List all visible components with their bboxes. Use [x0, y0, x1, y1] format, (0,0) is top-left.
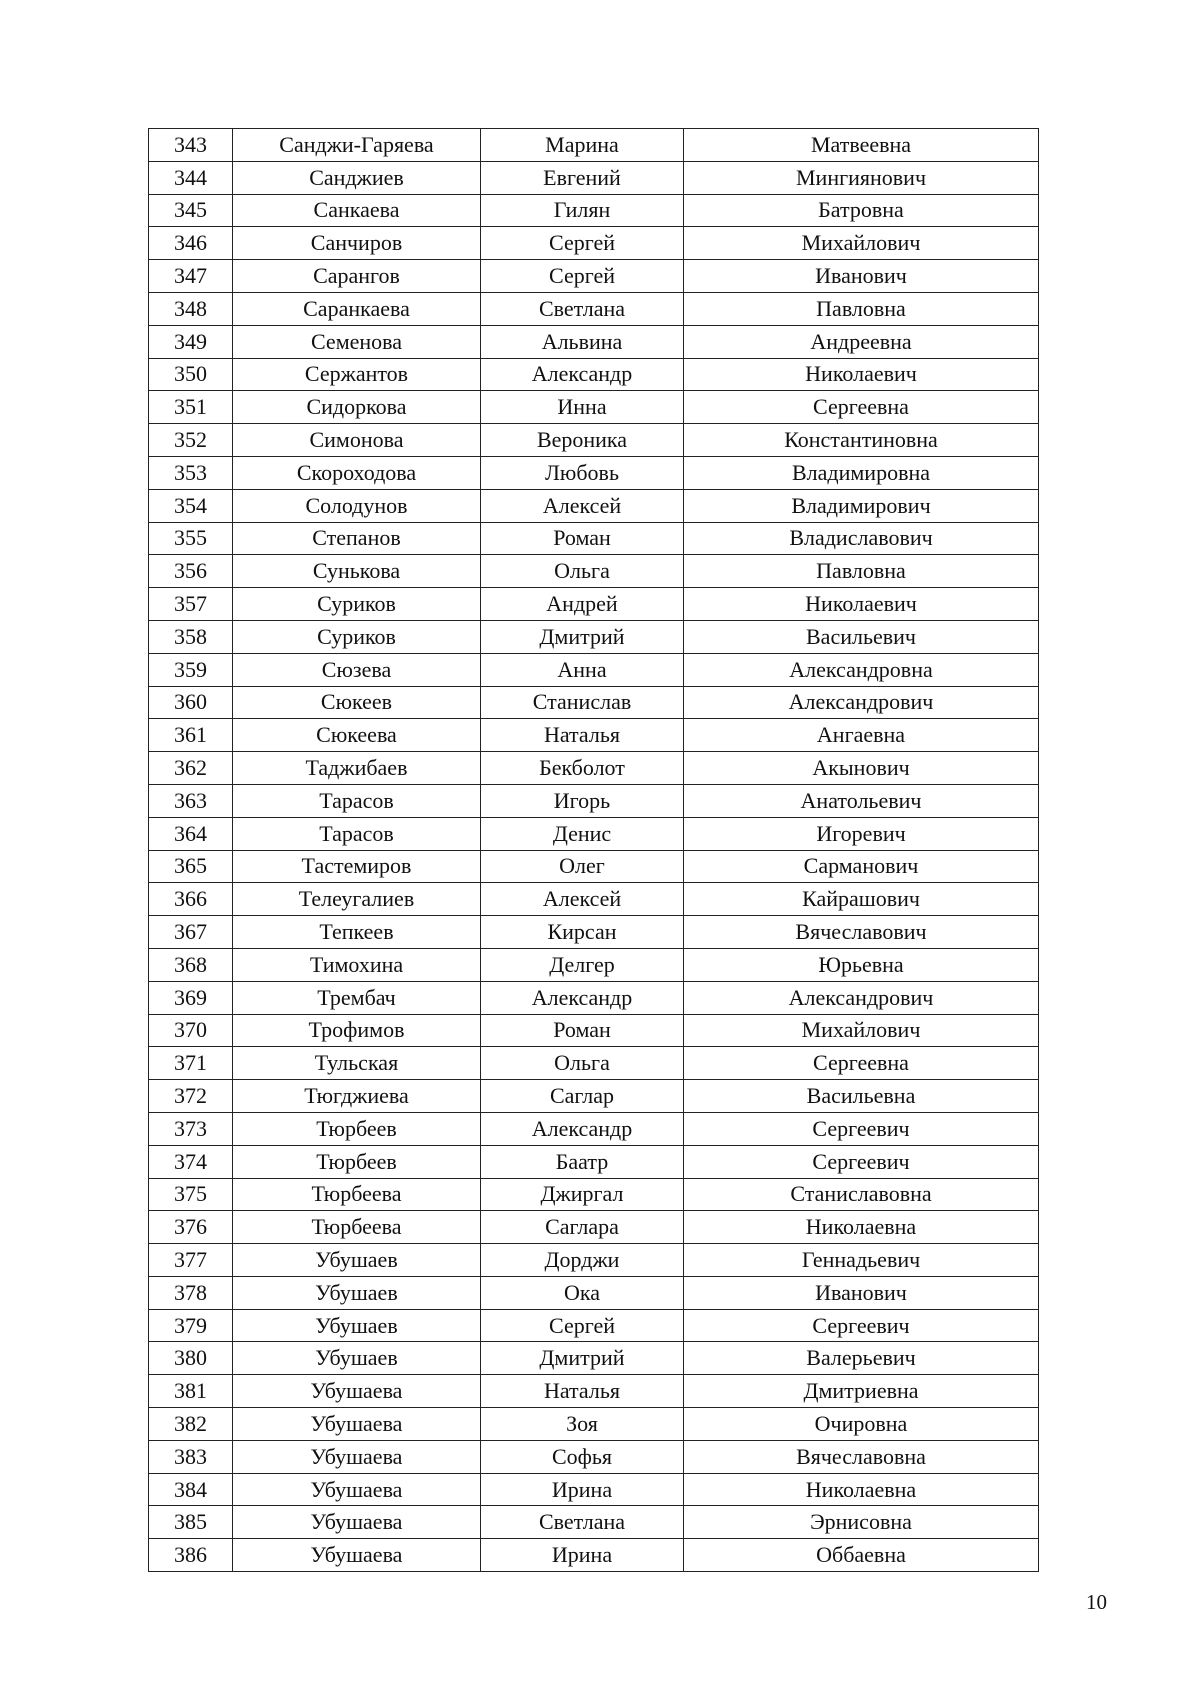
- table-row: [149, 850, 1039, 883]
- first-name-cell: Делгер: [481, 948, 684, 981]
- row-number-cell: 386: [149, 1539, 233, 1572]
- first-name-cell: Саглар: [481, 1080, 684, 1113]
- last-name-cell: Тюгджиева: [233, 1080, 481, 1113]
- patronymic-cell: Анатольевич: [684, 784, 1039, 817]
- first-name-cell: Олег: [481, 850, 684, 883]
- table-row: [149, 260, 1039, 293]
- first-name-cell: Александр: [481, 358, 684, 391]
- patronymic-cell: Геннадьевич: [684, 1244, 1039, 1277]
- table-row: [149, 1244, 1039, 1277]
- table-row: [149, 1309, 1039, 1342]
- first-name-cell: Сергей: [481, 260, 684, 293]
- row-number-cell: 374: [149, 1145, 233, 1178]
- row-number-cell: 345: [149, 194, 233, 227]
- last-name-cell: Сунькова: [233, 555, 481, 588]
- patronymic-cell: Дмитриевна: [684, 1375, 1039, 1408]
- last-name-cell: Саранкаева: [233, 292, 481, 325]
- row-number-cell: 372: [149, 1080, 233, 1113]
- row-number-cell: 385: [149, 1506, 233, 1539]
- row-number-cell: 349: [149, 325, 233, 358]
- last-name-cell: Таджибаев: [233, 752, 481, 785]
- row-number-cell: 379: [149, 1309, 233, 1342]
- first-name-cell: Альвина: [481, 325, 684, 358]
- last-name-cell: Сержантов: [233, 358, 481, 391]
- first-name-cell: Светлана: [481, 292, 684, 325]
- row-number-cell: 363: [149, 784, 233, 817]
- table-row: [149, 620, 1039, 653]
- first-name-cell: Ольга: [481, 555, 684, 588]
- patronymic-cell: Ангаевна: [684, 719, 1039, 752]
- row-number-cell: 365: [149, 850, 233, 883]
- last-name-cell: Санджиев: [233, 161, 481, 194]
- first-name-cell: Светлана: [481, 1506, 684, 1539]
- first-name-cell: Бекболот: [481, 752, 684, 785]
- last-name-cell: Убушаев: [233, 1342, 481, 1375]
- row-number-cell: 377: [149, 1244, 233, 1277]
- last-name-cell: Сидоркова: [233, 391, 481, 424]
- table-row: [149, 981, 1039, 1014]
- patronymic-cell: Валерьевич: [684, 1342, 1039, 1375]
- last-name-cell: Тюрбеев: [233, 1112, 481, 1145]
- first-name-cell: Инна: [481, 391, 684, 424]
- first-name-cell: Софья: [481, 1440, 684, 1473]
- row-number-cell: 356: [149, 555, 233, 588]
- table-body: [149, 129, 1039, 1572]
- last-name-cell: Убушаева: [233, 1375, 481, 1408]
- row-number-cell: 376: [149, 1211, 233, 1244]
- last-name-cell: Солодунов: [233, 489, 481, 522]
- table-row: [149, 784, 1039, 817]
- table-row: [149, 1211, 1039, 1244]
- last-name-cell: Тастемиров: [233, 850, 481, 883]
- row-number-cell: 368: [149, 948, 233, 981]
- first-name-cell: Вероника: [481, 424, 684, 457]
- table-row: [149, 489, 1039, 522]
- first-name-cell: Ирина: [481, 1473, 684, 1506]
- table-row: [149, 391, 1039, 424]
- row-number-cell: 384: [149, 1473, 233, 1506]
- first-name-cell: Баатр: [481, 1145, 684, 1178]
- table-row: [149, 1112, 1039, 1145]
- row-number-cell: 371: [149, 1047, 233, 1080]
- patronymic-cell: Александровна: [684, 653, 1039, 686]
- first-name-cell: Александр: [481, 981, 684, 1014]
- table-row: [149, 1047, 1039, 1080]
- last-name-cell: Симонова: [233, 424, 481, 457]
- row-number-cell: 360: [149, 686, 233, 719]
- patronymic-cell: Михайлович: [684, 1014, 1039, 1047]
- first-name-cell: Игорь: [481, 784, 684, 817]
- patronymic-cell: Кайрашович: [684, 883, 1039, 916]
- table-row: [149, 1014, 1039, 1047]
- last-name-cell: Санчиров: [233, 227, 481, 260]
- first-name-cell: Евгений: [481, 161, 684, 194]
- first-name-cell: Алексей: [481, 489, 684, 522]
- last-name-cell: Сюзева: [233, 653, 481, 686]
- patronymic-cell: Васильевич: [684, 620, 1039, 653]
- last-name-cell: Тарасов: [233, 817, 481, 850]
- row-number-cell: 357: [149, 588, 233, 621]
- table-row: [149, 555, 1039, 588]
- last-name-cell: Убушаева: [233, 1440, 481, 1473]
- patronymic-cell: Павловна: [684, 292, 1039, 325]
- table-row: [149, 1375, 1039, 1408]
- table-row: [149, 161, 1039, 194]
- last-name-cell: Убушаева: [233, 1539, 481, 1572]
- last-name-cell: Суриков: [233, 620, 481, 653]
- table-row: [149, 424, 1039, 457]
- table-row: [149, 194, 1039, 227]
- last-name-cell: Трофимов: [233, 1014, 481, 1047]
- last-name-cell: Тюрбеева: [233, 1178, 481, 1211]
- first-name-cell: Дмитрий: [481, 1342, 684, 1375]
- last-name-cell: Сюкеев: [233, 686, 481, 719]
- patronymic-cell: Эрнисовна: [684, 1506, 1039, 1539]
- first-name-cell: Наталья: [481, 719, 684, 752]
- table-row: [149, 522, 1039, 555]
- row-number-cell: 383: [149, 1440, 233, 1473]
- patronymic-cell: Александрович: [684, 686, 1039, 719]
- last-name-cell: Тюрбеева: [233, 1211, 481, 1244]
- first-name-cell: Гилян: [481, 194, 684, 227]
- first-name-cell: Джиргал: [481, 1178, 684, 1211]
- table-row: [149, 1408, 1039, 1441]
- patronymic-cell: Павловна: [684, 555, 1039, 588]
- last-name-cell: Санджи-Гаряева: [233, 129, 481, 162]
- row-number-cell: 362: [149, 752, 233, 785]
- last-name-cell: Убушаева: [233, 1408, 481, 1441]
- patronymic-cell: Станиславовна: [684, 1178, 1039, 1211]
- patronymic-cell: Владиславович: [684, 522, 1039, 555]
- first-name-cell: Ока: [481, 1276, 684, 1309]
- table-row: [149, 129, 1039, 162]
- row-number-cell: 369: [149, 981, 233, 1014]
- first-name-cell: Марина: [481, 129, 684, 162]
- patronymic-cell: Мингиянович: [684, 161, 1039, 194]
- first-name-cell: Роман: [481, 522, 684, 555]
- row-number-cell: 382: [149, 1408, 233, 1441]
- table-row: [149, 1440, 1039, 1473]
- table-row: [149, 588, 1039, 621]
- table-row: [149, 456, 1039, 489]
- row-number-cell: 347: [149, 260, 233, 293]
- row-number-cell: 378: [149, 1276, 233, 1309]
- patronymic-cell: Акынович: [684, 752, 1039, 785]
- first-name-cell: Кирсан: [481, 916, 684, 949]
- table-row: [149, 358, 1039, 391]
- row-number-cell: 353: [149, 456, 233, 489]
- row-number-cell: 346: [149, 227, 233, 260]
- first-name-cell: Дорджи: [481, 1244, 684, 1277]
- row-number-cell: 358: [149, 620, 233, 653]
- row-number-cell: 350: [149, 358, 233, 391]
- patronymic-cell: Владимирович: [684, 489, 1039, 522]
- last-name-cell: Тарасов: [233, 784, 481, 817]
- patronymic-cell: Иванович: [684, 260, 1039, 293]
- first-name-cell: Анна: [481, 653, 684, 686]
- row-number-cell: 367: [149, 916, 233, 949]
- first-name-cell: Роман: [481, 1014, 684, 1047]
- first-name-cell: Ирина: [481, 1539, 684, 1572]
- page-number: 10: [1086, 1590, 1107, 1614]
- table-row: [149, 686, 1039, 719]
- last-name-cell: Скороходова: [233, 456, 481, 489]
- patronymic-cell: Сергеевич: [684, 1112, 1039, 1145]
- table-row: [149, 1539, 1039, 1572]
- patronymic-cell: Сарманович: [684, 850, 1039, 883]
- table-row: [149, 1473, 1039, 1506]
- patronymic-cell: Очировна: [684, 1408, 1039, 1441]
- last-name-cell: Сюкеева: [233, 719, 481, 752]
- table-row: [149, 948, 1039, 981]
- first-name-cell: Денис: [481, 817, 684, 850]
- table-row: [149, 325, 1039, 358]
- last-name-cell: Убушаев: [233, 1244, 481, 1277]
- first-name-cell: Андрей: [481, 588, 684, 621]
- patronymic-cell: Константиновна: [684, 424, 1039, 457]
- last-name-cell: Телеугалиев: [233, 883, 481, 916]
- last-name-cell: Санкаева: [233, 194, 481, 227]
- patronymic-cell: Сергеевна: [684, 1047, 1039, 1080]
- first-name-cell: Ольга: [481, 1047, 684, 1080]
- last-name-cell: Тульская: [233, 1047, 481, 1080]
- patronymic-cell: Вячеславович: [684, 916, 1039, 949]
- table-row: [149, 817, 1039, 850]
- last-name-cell: Убушаева: [233, 1506, 481, 1539]
- table-row: [149, 1506, 1039, 1539]
- first-name-cell: Зоя: [481, 1408, 684, 1441]
- table-row: [149, 1080, 1039, 1113]
- table-row: [149, 1276, 1039, 1309]
- patronymic-cell: Васильевна: [684, 1080, 1039, 1113]
- patronymic-cell: Николаевна: [684, 1211, 1039, 1244]
- first-name-cell: Станислав: [481, 686, 684, 719]
- last-name-cell: Тюрбеев: [233, 1145, 481, 1178]
- row-number-cell: 381: [149, 1375, 233, 1408]
- row-number-cell: 366: [149, 883, 233, 916]
- patronymic-cell: Игоревич: [684, 817, 1039, 850]
- table-row: [149, 883, 1039, 916]
- last-name-cell: Суриков: [233, 588, 481, 621]
- last-name-cell: Убушаев: [233, 1276, 481, 1309]
- patronymic-cell: Владимировна: [684, 456, 1039, 489]
- table-row: [149, 916, 1039, 949]
- row-number-cell: 348: [149, 292, 233, 325]
- patronymic-cell: Сергеевна: [684, 391, 1039, 424]
- names-table: [148, 128, 1039, 1572]
- patronymic-cell: Александрович: [684, 981, 1039, 1014]
- patronymic-cell: Михайлович: [684, 227, 1039, 260]
- first-name-cell: Дмитрий: [481, 620, 684, 653]
- row-number-cell: 375: [149, 1178, 233, 1211]
- first-name-cell: Любовь: [481, 456, 684, 489]
- patronymic-cell: Вячеславовна: [684, 1440, 1039, 1473]
- patronymic-cell: Оббаевна: [684, 1539, 1039, 1572]
- table-row: [149, 1342, 1039, 1375]
- patronymic-cell: Николаевич: [684, 588, 1039, 621]
- row-number-cell: 354: [149, 489, 233, 522]
- row-number-cell: 364: [149, 817, 233, 850]
- patronymic-cell: Андреевна: [684, 325, 1039, 358]
- table-row: [149, 752, 1039, 785]
- last-name-cell: Убушаева: [233, 1473, 481, 1506]
- patronymic-cell: Сергеевич: [684, 1145, 1039, 1178]
- table-row: [149, 719, 1039, 752]
- patronymic-cell: Сергеевич: [684, 1309, 1039, 1342]
- row-number-cell: 361: [149, 719, 233, 752]
- last-name-cell: Тепкеев: [233, 916, 481, 949]
- patronymic-cell: Юрьевна: [684, 948, 1039, 981]
- last-name-cell: Тимохина: [233, 948, 481, 981]
- first-name-cell: Наталья: [481, 1375, 684, 1408]
- row-number-cell: 373: [149, 1112, 233, 1145]
- table-row: [149, 1145, 1039, 1178]
- patronymic-cell: Батровна: [684, 194, 1039, 227]
- table-row: [149, 1178, 1039, 1211]
- row-number-cell: 343: [149, 129, 233, 162]
- row-number-cell: 380: [149, 1342, 233, 1375]
- last-name-cell: Трембач: [233, 981, 481, 1014]
- row-number-cell: 355: [149, 522, 233, 555]
- first-name-cell: Алексей: [481, 883, 684, 916]
- table-row: [149, 653, 1039, 686]
- patronymic-cell: Иванович: [684, 1276, 1039, 1309]
- first-name-cell: Сергей: [481, 227, 684, 260]
- last-name-cell: Сарангов: [233, 260, 481, 293]
- table-row: [149, 227, 1039, 260]
- last-name-cell: Семенова: [233, 325, 481, 358]
- row-number-cell: 370: [149, 1014, 233, 1047]
- first-name-cell: Александр: [481, 1112, 684, 1145]
- last-name-cell: Степанов: [233, 522, 481, 555]
- row-number-cell: 352: [149, 424, 233, 457]
- patronymic-cell: Николаевна: [684, 1473, 1039, 1506]
- first-name-cell: Сергей: [481, 1309, 684, 1342]
- first-name-cell: Саглара: [481, 1211, 684, 1244]
- last-name-cell: Убушаев: [233, 1309, 481, 1342]
- patronymic-cell: Матвеевна: [684, 129, 1039, 162]
- row-number-cell: 351: [149, 391, 233, 424]
- row-number-cell: 359: [149, 653, 233, 686]
- table-row: [149, 292, 1039, 325]
- patronymic-cell: Николаевич: [684, 358, 1039, 391]
- row-number-cell: 344: [149, 161, 233, 194]
